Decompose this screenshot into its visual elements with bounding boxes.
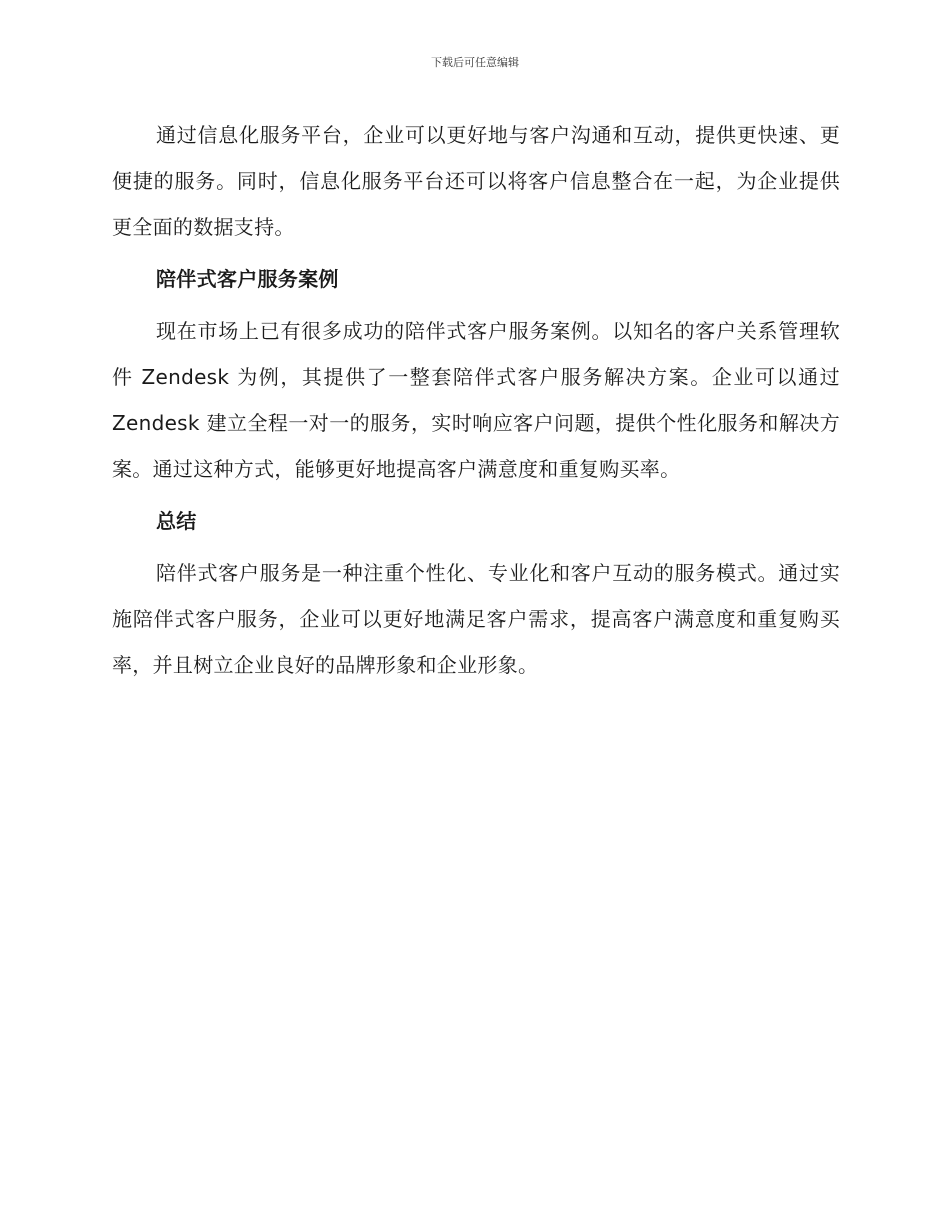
header-note: 下载后可任意编辑 — [431, 56, 519, 69]
paragraph-summary: 陪伴式客户服务是一种注重个性化、专业化和客户互动的服务模式。通过实施陪伴式客户服务，企业可以更好地满足客户需求，提高客户满意度和重复购买率，并且树立企业良好的品牌形象和企业形象。 — [112, 561, 840, 677]
paragraph-intro: 通过信息化服务平台，企业可以更好地与客户沟通和互动，提供更快速、更便捷的服务。同时，信息化服务平台还可以将客户信息整合在一起，为企业提供更全面的数据支持。 — [112, 123, 840, 239]
section-heading-cases: 陪伴式客户服务案例 — [156, 267, 339, 291]
paragraph-cases: 现在市场上已有很多成功的陪伴式客户服务案例。以知名的客户关系管理软件 Zendesk 为例，其提供了一整套陪伴式客户服务解决方案。企业可以通过 Zendesk 建立全程一对一的服务，实时响应客户问题，提供个性化服务和解决方案。通过这种方式，能够更好地提高客户满意度和重复购买率。 — [112, 319, 840, 481]
section-heading-summary: 总结 — [156, 509, 197, 533]
document-body — [112, 112, 840, 688]
